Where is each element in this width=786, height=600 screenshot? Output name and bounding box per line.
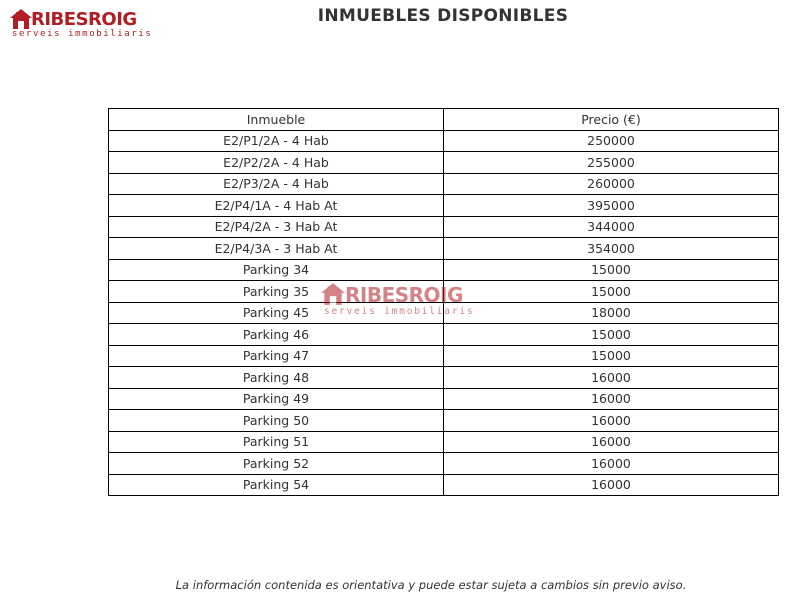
cell-inmueble: Parking 35 [109,281,444,303]
cell-inmueble: E2/P4/2A - 3 Hab At [109,216,444,238]
logo-roig: ROIG [88,9,137,30]
table-row [109,324,779,346]
table-row [109,431,779,453]
cell-precio: 15000 [444,345,779,367]
table-row [109,130,779,152]
table-row [109,388,779,410]
logo-ribes: RIBES [31,9,89,30]
cell-inmueble: Parking 50 [109,410,444,432]
cell-precio: 354000 [444,238,779,260]
cell-precio: 260000 [444,173,779,195]
cell-inmueble: Parking 47 [109,345,444,367]
watermark-tagline: serveis immobiliaris [324,306,475,317]
watermark-roig: ROIG [408,283,463,307]
cell-inmueble: Parking 34 [109,259,444,281]
cell-inmueble: E2/P4/3A - 3 Hab At [109,238,444,260]
column-header-inmueble: Inmueble [109,109,444,131]
cell-inmueble: E2/P1/2A - 4 Hab [109,130,444,152]
table-row [109,216,779,238]
cell-precio: 16000 [444,410,779,432]
cell-precio: 344000 [444,216,779,238]
cell-inmueble: Parking 54 [109,474,444,496]
cell-inmueble: Parking 46 [109,324,444,346]
table-row [109,453,779,475]
table-row [109,238,779,260]
cell-inmueble: Parking 49 [109,388,444,410]
cell-inmueble: Parking 51 [109,431,444,453]
table-row [109,367,779,389]
watermark-ribes: RIBES [345,283,409,307]
cell-precio: 16000 [444,453,779,475]
table-row [109,345,779,367]
cell-inmueble: Parking 48 [109,367,444,389]
watermark-logo [320,282,475,322]
cell-precio: 16000 [444,367,779,389]
cell-precio: 250000 [444,130,779,152]
cell-inmueble: E2/P2/2A - 4 Hab [109,152,444,174]
cell-precio: 15000 [444,324,779,346]
table-row [109,173,779,195]
cell-inmueble: E2/P3/2A - 4 Hab [109,173,444,195]
table-row [109,195,779,217]
cell-precio: 18000 [444,302,779,324]
watermark-wordmark [345,284,463,306]
page-title: INMUEBLES DISPONIBLES [317,6,569,26]
table-row [109,410,779,432]
cell-inmueble: Parking 52 [109,453,444,475]
table-row [109,259,779,281]
cell-precio: 16000 [444,388,779,410]
cell-precio: 16000 [444,474,779,496]
watermark-house-icon [320,282,346,306]
logo-tagline: serveis immobiliaris [12,29,153,39]
cell-inmueble: E2/P4/1A - 4 Hab At [109,195,444,217]
disclaimer-footer: La información contenida es orientativa y puede estar sujeta a cambios sin previo aviso. [175,578,687,592]
column-header-precio: Precio (€) [444,109,779,131]
cell-inmueble: Parking 45 [109,302,444,324]
table-row [109,474,779,496]
cell-precio: 255000 [444,152,779,174]
cell-precio: 15000 [444,259,779,281]
cell-precio: 15000 [444,281,779,303]
cell-precio: 16000 [444,431,779,453]
cell-precio: 395000 [444,195,779,217]
table-header-row [109,109,779,131]
table-row [109,152,779,174]
